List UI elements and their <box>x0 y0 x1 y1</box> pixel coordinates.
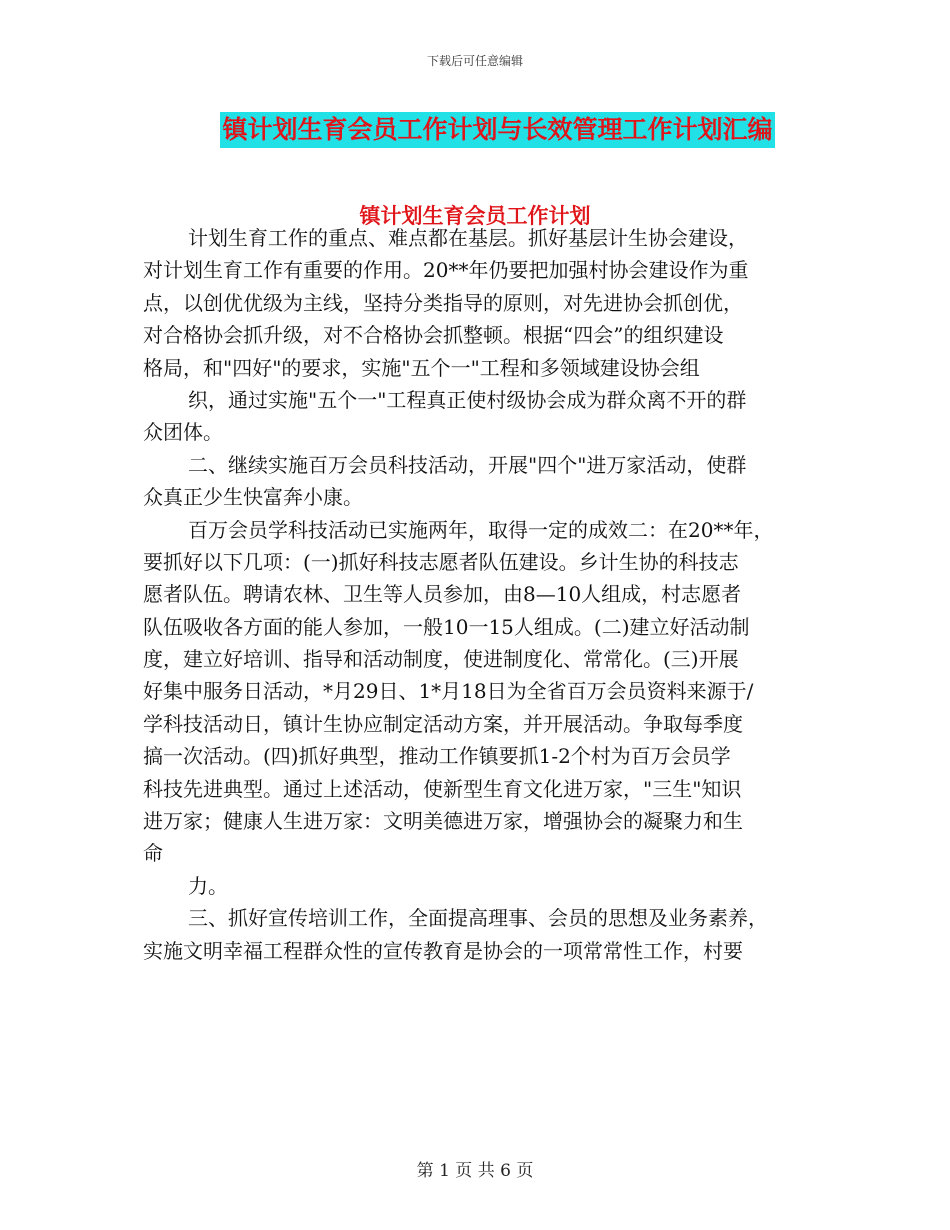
text-line: 计划生育工作的重点、难点都在基层。抓好基层计生协会建设， <box>188 226 748 250</box>
text-line: 实施文明幸福工程群众性的宣传教育是协会的一项常常性工作，村要 <box>143 938 743 963</box>
text-line: 搞一次活动。(四)抓好典型，推动工作镇要抓1-2个村为百万会员学 <box>143 744 731 769</box>
text-line: 队伍吸收各方面的能人参加，一般10一15人组成。(二)建立好活动制 <box>143 614 750 639</box>
text-line: 众真正少生快富奔小康。 <box>143 485 363 510</box>
text-line: 命 <box>143 841 163 866</box>
text-line: 好集中服务日活动，*月29日、1*月18日为全省百万会员资料来源于/ <box>143 679 754 704</box>
text-line: 对计划生育工作有重要的作用。20**年仍要把加强村协会建设作为重 <box>143 258 749 283</box>
header-note: 下载后可任意编辑 <box>426 54 523 68</box>
text-line: 学科技活动日，镇计生协应制定活动方案，并开展活动。争取每季度 <box>143 711 743 736</box>
text-line: 众团体。 <box>143 420 223 445</box>
section-title: 镇计划生育会员工作计划 <box>359 204 591 228</box>
text-line: 格局，和"四好"的要求，实施"五个一"工程和多领域建设协会组 <box>143 355 700 380</box>
text-line: 进万家；健康人生进万家：文明美德进万家，增强协会的凝聚力和生 <box>143 809 743 834</box>
page-footer: 第 1 页 共 6 页 <box>416 1161 534 1181</box>
text-line: 对合格协会抓升级，对不合格协会抓整顿。根据“四会”的组织建设 <box>143 323 724 348</box>
text-line: 力。 <box>188 873 228 898</box>
text-line: 三、抓好宣传培训工作，全面提高理事、会员的思想及业务素养， <box>188 906 768 931</box>
main-title-container <box>0 112 950 148</box>
text-line: 度，建立好培训、指导和活动制度，使进制度化、常常化。(三)开展 <box>143 647 739 672</box>
text-line: 点，以创优优级为主线，坚持分类指导的原则，对先进协会抓创优， <box>143 290 743 315</box>
main-title: 镇计划生育会员工作计划与长效管理工作计划汇编 <box>220 112 774 148</box>
text-line: 二、继续实施百万会员科技活动，开展"四个"进万家活动，使群 <box>188 452 747 477</box>
text-line: 科技先进典型。通过上述活动，使新型生育文化进万家，"三生"知识 <box>143 776 742 801</box>
text-line: 百万会员学科技活动已实施两年，取得一定的成效二：在20**年， <box>188 517 774 542</box>
text-line: 要抓好以下几项：(一)抓好科技志愿者队伍建设。乡计生协的科技志 <box>143 549 739 574</box>
text-line: 织，通过实施"五个一"工程真正使村级协会成为群众离不开的群 <box>188 387 747 412</box>
text-line: 愿者队伍。聘请农林、卫生等人员参加，由8—10人组成，村志愿者 <box>143 582 742 607</box>
body-text <box>143 220 808 967</box>
